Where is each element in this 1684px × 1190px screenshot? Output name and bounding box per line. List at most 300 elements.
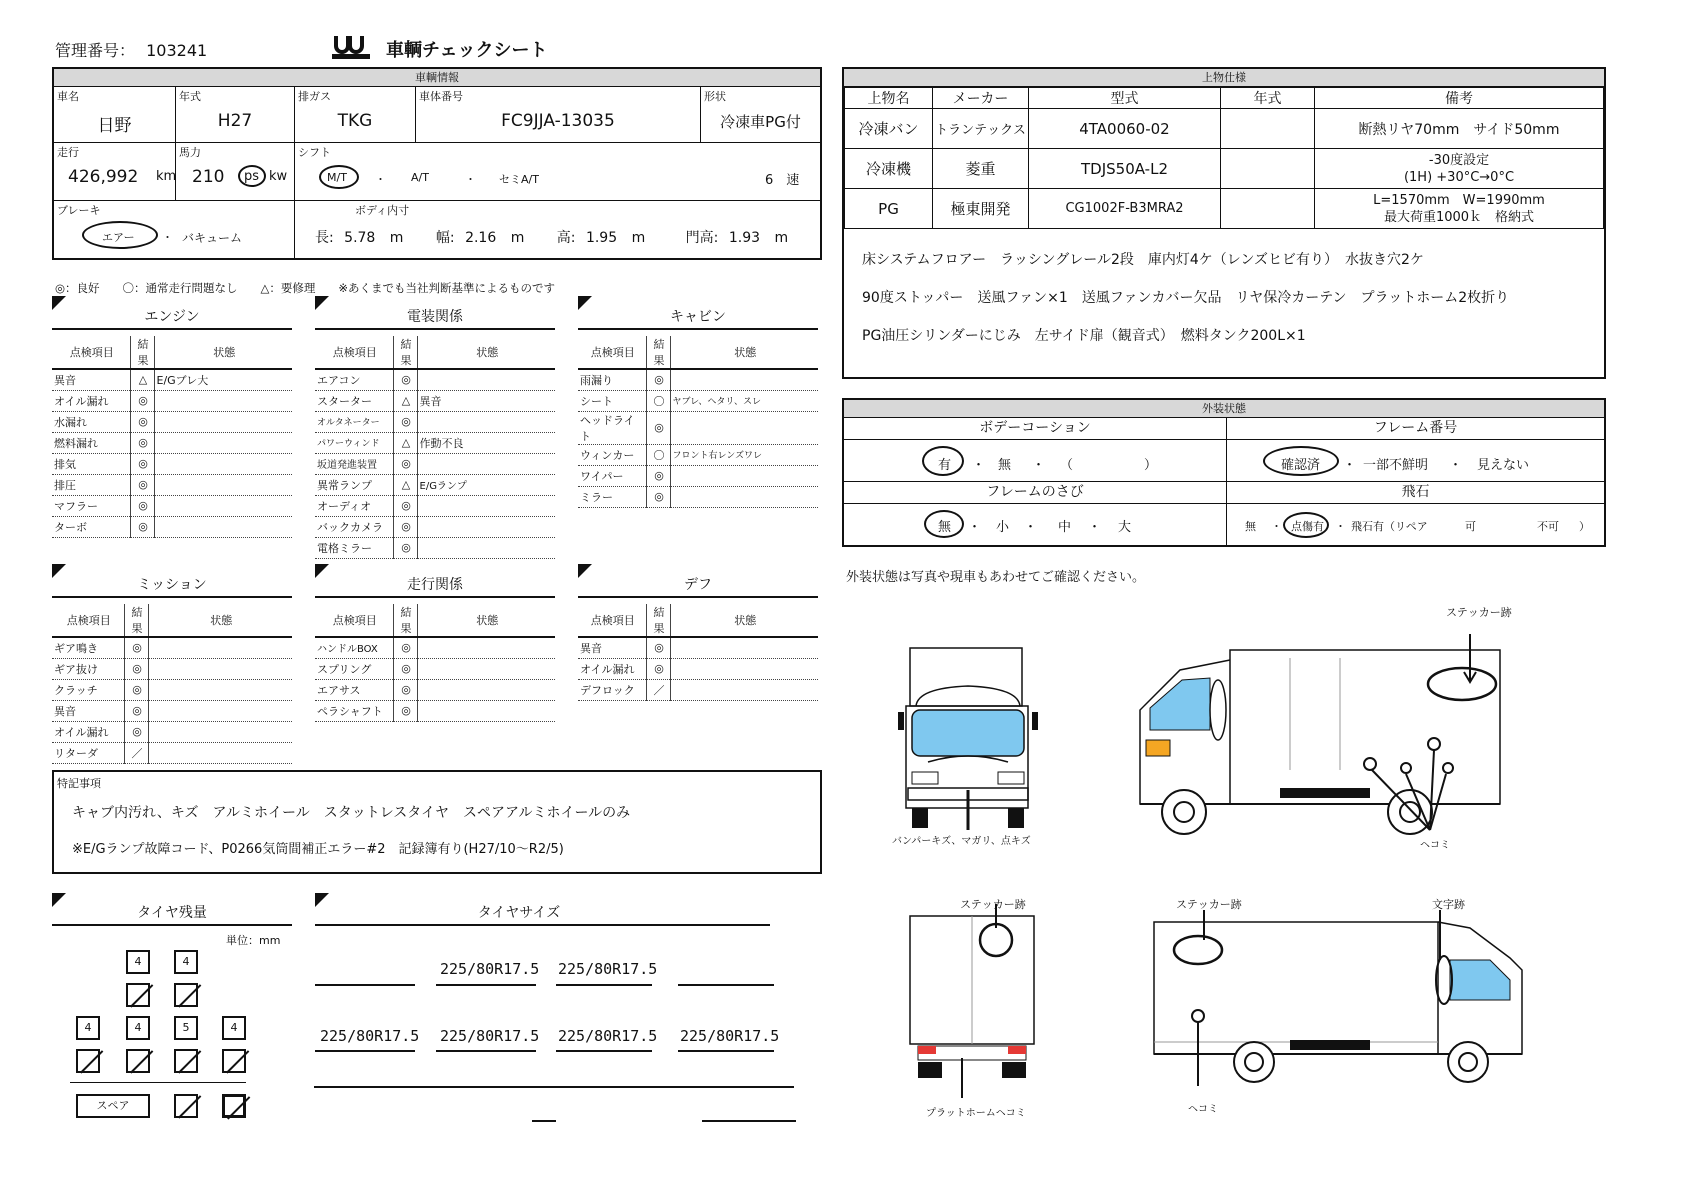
table-cell: ◎	[646, 369, 670, 390]
shift-label: シフト	[298, 146, 331, 159]
upper-col-remarks: 備考	[1315, 88, 1604, 109]
chassis-label: 車体番号	[419, 90, 463, 103]
table-cell: ◎	[393, 637, 417, 658]
col-status: 状態	[417, 336, 555, 369]
tire-size-rear: 225/80R17.5	[558, 1027, 658, 1045]
section-underline	[578, 328, 818, 330]
table-cell	[154, 390, 292, 411]
sep: ・	[972, 458, 986, 473]
table-cell: ギア抜け	[52, 658, 124, 679]
col-result: 結果	[646, 604, 670, 637]
table-row	[315, 516, 555, 537]
tire-size-title: タイヤサイズ	[477, 905, 561, 921]
stone-title: 飛石	[1227, 482, 1604, 504]
table-cell: 電格ミラー	[315, 537, 393, 558]
table-row	[315, 474, 555, 495]
upper-cell: 4TA0060-02	[1029, 109, 1221, 149]
upper-row	[845, 149, 1604, 189]
table-cell: E/Gランプ	[417, 474, 555, 495]
mission-title: ミッション	[137, 577, 207, 593]
table-cell	[417, 700, 555, 721]
table-cell: ターボ	[52, 516, 130, 537]
table-cell: 坂道発進装置	[315, 453, 393, 474]
truck-left-view	[1150, 900, 1540, 1100]
tire-rear: 4	[76, 1016, 100, 1040]
table-cell	[417, 679, 555, 700]
table-cell: ◎	[393, 411, 417, 432]
maker-label: 車名	[57, 90, 79, 103]
table-row	[52, 637, 292, 658]
upper-cell: 冷凍機	[845, 149, 933, 189]
frame-rust-none: 無	[938, 520, 952, 535]
table-cell: オイル漏れ	[52, 721, 124, 742]
brake-vacuum: バキューム	[182, 231, 243, 245]
brake-selected-circle	[82, 221, 158, 249]
truck-front-view	[898, 640, 1048, 840]
table-cell: ／	[646, 679, 670, 700]
sticker-label: ステッカー跡	[1446, 606, 1512, 619]
frame-rust-large: 大	[1118, 520, 1132, 535]
special-notes-line: ※E/Gランプ故障コード、P0266気筒間補正エラー#2 記録簿有り(H27/10〜R2/5)	[72, 842, 564, 857]
frame-rust-title: フレームのさび	[844, 482, 1227, 504]
table-cell: ◎	[646, 465, 670, 486]
col-status: 状態	[148, 604, 292, 637]
table-cell: ヤブレ、ヘタリ、スレ	[670, 390, 818, 411]
table-cell: バックカメラ	[315, 516, 393, 537]
table-row	[52, 658, 292, 679]
table-cell: ワイパー	[578, 465, 646, 486]
table-row	[52, 432, 292, 453]
mileage-label: 走行	[57, 146, 79, 159]
table-cell	[417, 369, 555, 390]
stone-selected-circle	[1283, 512, 1329, 538]
col-item: 点検項目	[315, 604, 393, 637]
body-coating-no: 無	[998, 458, 1012, 473]
mileage-unit: km	[156, 169, 177, 184]
table-row	[52, 411, 292, 432]
maker-cell	[54, 87, 176, 143]
sep: ・	[1335, 520, 1346, 533]
table-cell	[417, 537, 555, 558]
length-value: 5.78	[344, 230, 376, 246]
table-cell	[154, 432, 292, 453]
special-notes-title: 特記事項	[57, 777, 101, 790]
section-underline	[52, 596, 292, 598]
upper-note-line: 90度ストッパー 送風ファン×1 送風ファンカバー欠品 リヤ保冷カーテン プラットホーム2枚折り	[862, 290, 1510, 306]
emission-value: TKG	[337, 111, 373, 131]
special-notes-panel	[52, 770, 822, 874]
shift-cell	[295, 143, 820, 201]
paren-close: ）	[1144, 458, 1158, 473]
table-cell: ◎	[393, 537, 417, 558]
col-status: 状態	[154, 336, 292, 369]
upper-cell: 断熱リヤ70mm サイド50mm	[1315, 109, 1604, 149]
table-row	[52, 453, 292, 474]
table-cell: E/Gブレ大	[154, 369, 292, 390]
exterior-title: 外装状態	[844, 400, 1604, 418]
table-cell: ◎	[393, 369, 417, 390]
body-inner-label: ボディ内寸	[355, 204, 410, 217]
tire-rear: 4	[222, 1016, 246, 1040]
upper-cell: CG1002F-B3MRA2	[1029, 189, 1221, 229]
table-row	[315, 411, 555, 432]
table-cell: ◎	[130, 453, 154, 474]
upper-col-model: 型式	[1029, 88, 1221, 109]
table-cell: △	[393, 390, 417, 411]
table-row	[52, 679, 292, 700]
upper-header-row	[845, 88, 1604, 109]
table-row	[578, 658, 818, 679]
shape-label: 形状	[704, 90, 726, 103]
upper-cell: TDJS50A-L2	[1029, 149, 1221, 189]
tire-size-front: 225/80R17.5	[558, 960, 658, 978]
table-row	[578, 369, 818, 390]
col-result: 結果	[130, 336, 154, 369]
col-item: 点検項目	[52, 336, 130, 369]
table-cell	[148, 721, 292, 742]
upper-cell: PG	[845, 189, 933, 229]
tire-rear: 4	[126, 1016, 150, 1040]
table-cell: ◎	[124, 658, 148, 679]
cabin-table	[578, 336, 818, 508]
truck-rear-view	[904, 900, 1044, 1100]
diff-table	[578, 604, 818, 701]
truck-right-view	[1100, 600, 1520, 850]
table-row	[52, 700, 292, 721]
tire-remain-title: タイヤ残量	[137, 905, 207, 921]
sticker-label: ステッカー跡	[1176, 898, 1242, 911]
upper-cell: トランテックス	[933, 109, 1029, 149]
year-cell	[176, 87, 295, 143]
frame-rust-options	[844, 504, 1227, 545]
table-cell	[417, 658, 555, 679]
table-cell	[670, 637, 818, 658]
table-cell: 雨漏り	[578, 369, 646, 390]
exterior-note: 外装状態は写真や現車もあわせてご確認ください。	[846, 570, 1146, 585]
upper-cell	[1221, 109, 1315, 149]
col-item: 点検項目	[315, 336, 393, 369]
table-row	[315, 658, 555, 679]
table-cell: 〇	[646, 390, 670, 411]
sep: ・	[1343, 458, 1357, 473]
col-item: 点検項目	[578, 604, 646, 637]
emission-label: 排ガス	[298, 90, 331, 103]
sticker-label: ステッカー跡	[960, 898, 1026, 911]
table-row	[52, 369, 292, 390]
brake-label: ブレーキ	[57, 204, 101, 217]
emission-cell	[295, 87, 416, 143]
table-row	[578, 444, 818, 465]
tire-slash-icon	[126, 983, 150, 1007]
table-cell: ◎	[646, 411, 670, 444]
col-status: 状態	[670, 604, 818, 637]
frame-no-partial: 一部不鮮明	[1363, 458, 1429, 473]
table-row	[315, 495, 555, 516]
tire-slash-icon	[76, 1049, 100, 1073]
tire-size-rear: 225/80R17.5	[680, 1027, 780, 1045]
stone-scratch: 点傷有	[1291, 520, 1324, 533]
divider	[678, 984, 774, 986]
table-cell: パワーウィンド	[315, 432, 393, 453]
table-cell: マフラー	[52, 495, 130, 516]
upper-col-year: 年式	[1221, 88, 1315, 109]
front-damage-label: バンパーキズ、マガリ、点キズ	[892, 836, 1031, 847]
frame-no-options	[1227, 440, 1604, 482]
table-cell: ◎	[130, 390, 154, 411]
tire-front-left: 4	[126, 950, 150, 974]
hp-unit-ps: ps	[244, 169, 260, 184]
shift-sep-1: ・	[375, 173, 386, 186]
table-cell: シート	[578, 390, 646, 411]
tire-rear: 5	[174, 1016, 198, 1040]
sheet-title: 車輌チェックシート	[386, 40, 548, 61]
table-cell: ◎	[393, 679, 417, 700]
table-cell	[670, 658, 818, 679]
table-row	[52, 516, 292, 537]
table-cell: ◎	[393, 516, 417, 537]
section-underline	[578, 596, 818, 598]
year-value: H27	[217, 111, 253, 131]
height-value: 1.95	[585, 230, 618, 246]
table-row	[578, 390, 818, 411]
upper-row	[845, 189, 1604, 229]
table-row	[52, 390, 292, 411]
upper-cell: -30度設定 (1H) +30°C→0°C	[1315, 149, 1604, 189]
tire-slash-icon	[126, 1049, 150, 1073]
shift-mt: M/T	[327, 171, 347, 184]
sep: ・	[1032, 458, 1046, 473]
table-cell: ミラー	[578, 486, 646, 507]
table-cell: 異音	[52, 700, 124, 721]
table-cell: ◎	[393, 700, 417, 721]
table-cell: エアコン	[315, 369, 393, 390]
table-row	[315, 700, 555, 721]
diff-title: デフ	[684, 577, 712, 593]
shift-semi: セミA/T	[499, 173, 539, 186]
stone-repair-ng: 不可	[1537, 520, 1559, 533]
door-label: 門高:	[685, 230, 719, 246]
tire-slash-icon	[174, 983, 198, 1007]
table-cell: ◎	[130, 411, 154, 432]
table-cell	[670, 679, 818, 700]
control-number-label: 管理番号：	[55, 41, 136, 60]
electric-table	[315, 336, 555, 559]
stone-none: 無	[1245, 520, 1256, 533]
table-cell: ◎	[393, 658, 417, 679]
divider	[315, 1050, 415, 1052]
frame-no-confirmed: 確認済	[1281, 458, 1321, 473]
table-cell: ペラシャフト	[315, 700, 393, 721]
table-cell: 異音	[417, 390, 555, 411]
tire-front-right: 4	[174, 950, 198, 974]
tire-size-front: 225/80R17.5	[440, 960, 540, 978]
table-cell: フロント右レンズワレ	[670, 444, 818, 465]
table-cell	[417, 637, 555, 658]
frame-rust-mid: 中	[1058, 520, 1072, 535]
table-cell	[154, 516, 292, 537]
table-cell: 燃料漏れ	[52, 432, 130, 453]
table-row	[578, 465, 818, 486]
upper-spec-title: 上物仕様	[844, 69, 1604, 87]
table-cell: 排圧	[52, 474, 130, 495]
shift-at: A/T	[411, 171, 429, 184]
table-cell: クラッチ	[52, 679, 124, 700]
section-underline	[52, 328, 292, 330]
table-cell: ◎	[646, 637, 670, 658]
divider	[556, 1050, 652, 1052]
chassis-cell	[416, 87, 701, 143]
brake-sep: ・	[162, 231, 173, 244]
mission-table	[52, 604, 292, 764]
tire-slash-icon	[222, 1049, 246, 1073]
table-row	[578, 679, 818, 700]
width-label: 幅:	[435, 230, 455, 246]
table-cell: ギア鳴き	[52, 637, 124, 658]
table-cell	[417, 411, 555, 432]
length-unit: m	[389, 230, 404, 246]
table-row	[315, 369, 555, 390]
table-cell	[148, 679, 292, 700]
logo-mark-icon	[330, 34, 372, 60]
table-cell	[148, 658, 292, 679]
table-cell: オイル漏れ	[578, 658, 646, 679]
vehicle-info-panel	[52, 67, 822, 260]
tire-unit: 単位：mm	[226, 934, 281, 947]
table-cell: オイル漏れ	[52, 390, 130, 411]
table-cell: ◎	[646, 486, 670, 507]
height-label: 高:	[556, 230, 576, 246]
col-result: 結果	[393, 604, 417, 637]
table-cell: ◎	[393, 453, 417, 474]
cabin-title: キャビン	[670, 309, 726, 325]
frame-no-title: フレーム番号	[1227, 418, 1604, 440]
table-cell: 水漏れ	[52, 411, 130, 432]
table-cell: スプリング	[315, 658, 393, 679]
height-unit: m	[631, 230, 646, 246]
width-unit: m	[510, 230, 525, 246]
table-row	[315, 679, 555, 700]
frame-no-selected-circle	[1263, 446, 1339, 476]
table-cell: ◎	[130, 495, 154, 516]
stone-repair-ok: 可	[1465, 520, 1476, 533]
engine-table	[52, 336, 292, 538]
mileage-value: 426,992	[68, 167, 139, 187]
control-number	[55, 38, 207, 61]
body-coating-selected-circle	[922, 446, 964, 476]
table-cell: 排気	[52, 453, 130, 474]
divider	[702, 1120, 796, 1122]
upper-cell	[1221, 189, 1315, 229]
table-row	[315, 432, 555, 453]
table-cell	[148, 742, 292, 763]
table-row	[315, 453, 555, 474]
table-cell: ◎	[393, 495, 417, 516]
divider	[436, 1050, 536, 1052]
upper-cell: L=1570mm W=1990mm 最大荷重1000ｋ 格納式	[1315, 189, 1604, 229]
upper-note-line: 床システムフロアー ラッシングレール2段 庫内灯4ケ（レンズヒビ有り） 水抜き穴2ケ	[862, 252, 1424, 268]
platform-dent-label: プラットホームヘコミ	[926, 1108, 1026, 1119]
section-underline	[52, 924, 292, 926]
table-cell: ◎	[124, 637, 148, 658]
upper-col-maker: メーカー	[933, 88, 1029, 109]
table-cell	[154, 474, 292, 495]
hp-label: 馬力	[179, 146, 201, 159]
letter-mark-label: 文字跡	[1432, 898, 1465, 911]
table-cell	[417, 516, 555, 537]
table-cell	[670, 369, 818, 390]
door-value: 1.93	[728, 230, 761, 246]
table-cell: ◎	[646, 658, 670, 679]
special-notes-line: キャブ内汚れ、キズ アルミホイール スタットレスタイヤ スペアアルミホイールのみ	[72, 805, 631, 821]
hp-cell	[176, 143, 295, 201]
shift-selected-circle	[319, 165, 359, 189]
tire-slash-icon	[174, 1049, 198, 1073]
mileage-cell	[54, 143, 176, 201]
maker-value: 日野	[97, 116, 132, 136]
table-cell: ◎	[130, 432, 154, 453]
col-result: 結果	[393, 336, 417, 369]
table-cell: ◎	[130, 516, 154, 537]
legend: ◎：良好 〇：通常走行問題なし △：要修理 ※あくまでも当社判断基準によるものです	[55, 281, 556, 295]
table-cell	[148, 700, 292, 721]
table-cell: △	[130, 369, 154, 390]
table-cell: ◎	[124, 679, 148, 700]
table-cell: ウィンカー	[578, 444, 646, 465]
tire-size-rear: 225/80R17.5	[320, 1027, 420, 1045]
section-underline	[315, 328, 555, 330]
divider	[315, 984, 415, 986]
hp-unit-kw: kw	[269, 169, 288, 184]
divider	[678, 1050, 774, 1052]
control-number-value: 103241	[146, 41, 208, 60]
table-cell	[148, 637, 292, 658]
shape-value: 冷凍車PG付	[720, 113, 801, 131]
table-cell: △	[393, 474, 417, 495]
table-row	[578, 411, 818, 444]
tire-slash-icon	[174, 1094, 198, 1118]
section-underline	[315, 596, 555, 598]
col-result: 結果	[124, 604, 148, 637]
table-row	[52, 474, 292, 495]
table-cell: デフロック	[578, 679, 646, 700]
table-cell: 異音	[578, 637, 646, 658]
body-dims	[315, 227, 788, 247]
frame-rust-small: 小	[996, 520, 1010, 535]
table-cell: ◎	[130, 474, 154, 495]
stone-chip: 飛石有（リペア	[1351, 520, 1428, 533]
frame-no-invisible: 見えない	[1477, 458, 1530, 473]
stone-options	[1227, 504, 1604, 545]
table-cell: オルタネーター	[315, 411, 393, 432]
frame-rust-selected-circle	[924, 510, 964, 538]
table-cell	[670, 486, 818, 507]
table-cell: ◎	[124, 700, 148, 721]
upper-cell: 冷凍バン	[845, 109, 933, 149]
length-label: 長:	[315, 230, 334, 246]
upper-note-line: PG油圧シリンダーにじみ 左サイド扉（観音式） 燃料タンク200L×1	[862, 328, 1306, 344]
table-row	[315, 537, 555, 558]
table-cell: ハンドルBOX	[315, 637, 393, 658]
table-cell: 作動不良	[417, 432, 555, 453]
sep: ・	[968, 520, 982, 535]
exterior-panel	[842, 398, 1606, 547]
table-row	[52, 742, 292, 763]
sep: ・	[1088, 520, 1102, 535]
table-row	[315, 637, 555, 658]
body-coating-title: ボデーコーション	[844, 418, 1227, 440]
table-row	[578, 486, 818, 507]
chassis-value: FC9JJA-13035	[501, 111, 615, 131]
